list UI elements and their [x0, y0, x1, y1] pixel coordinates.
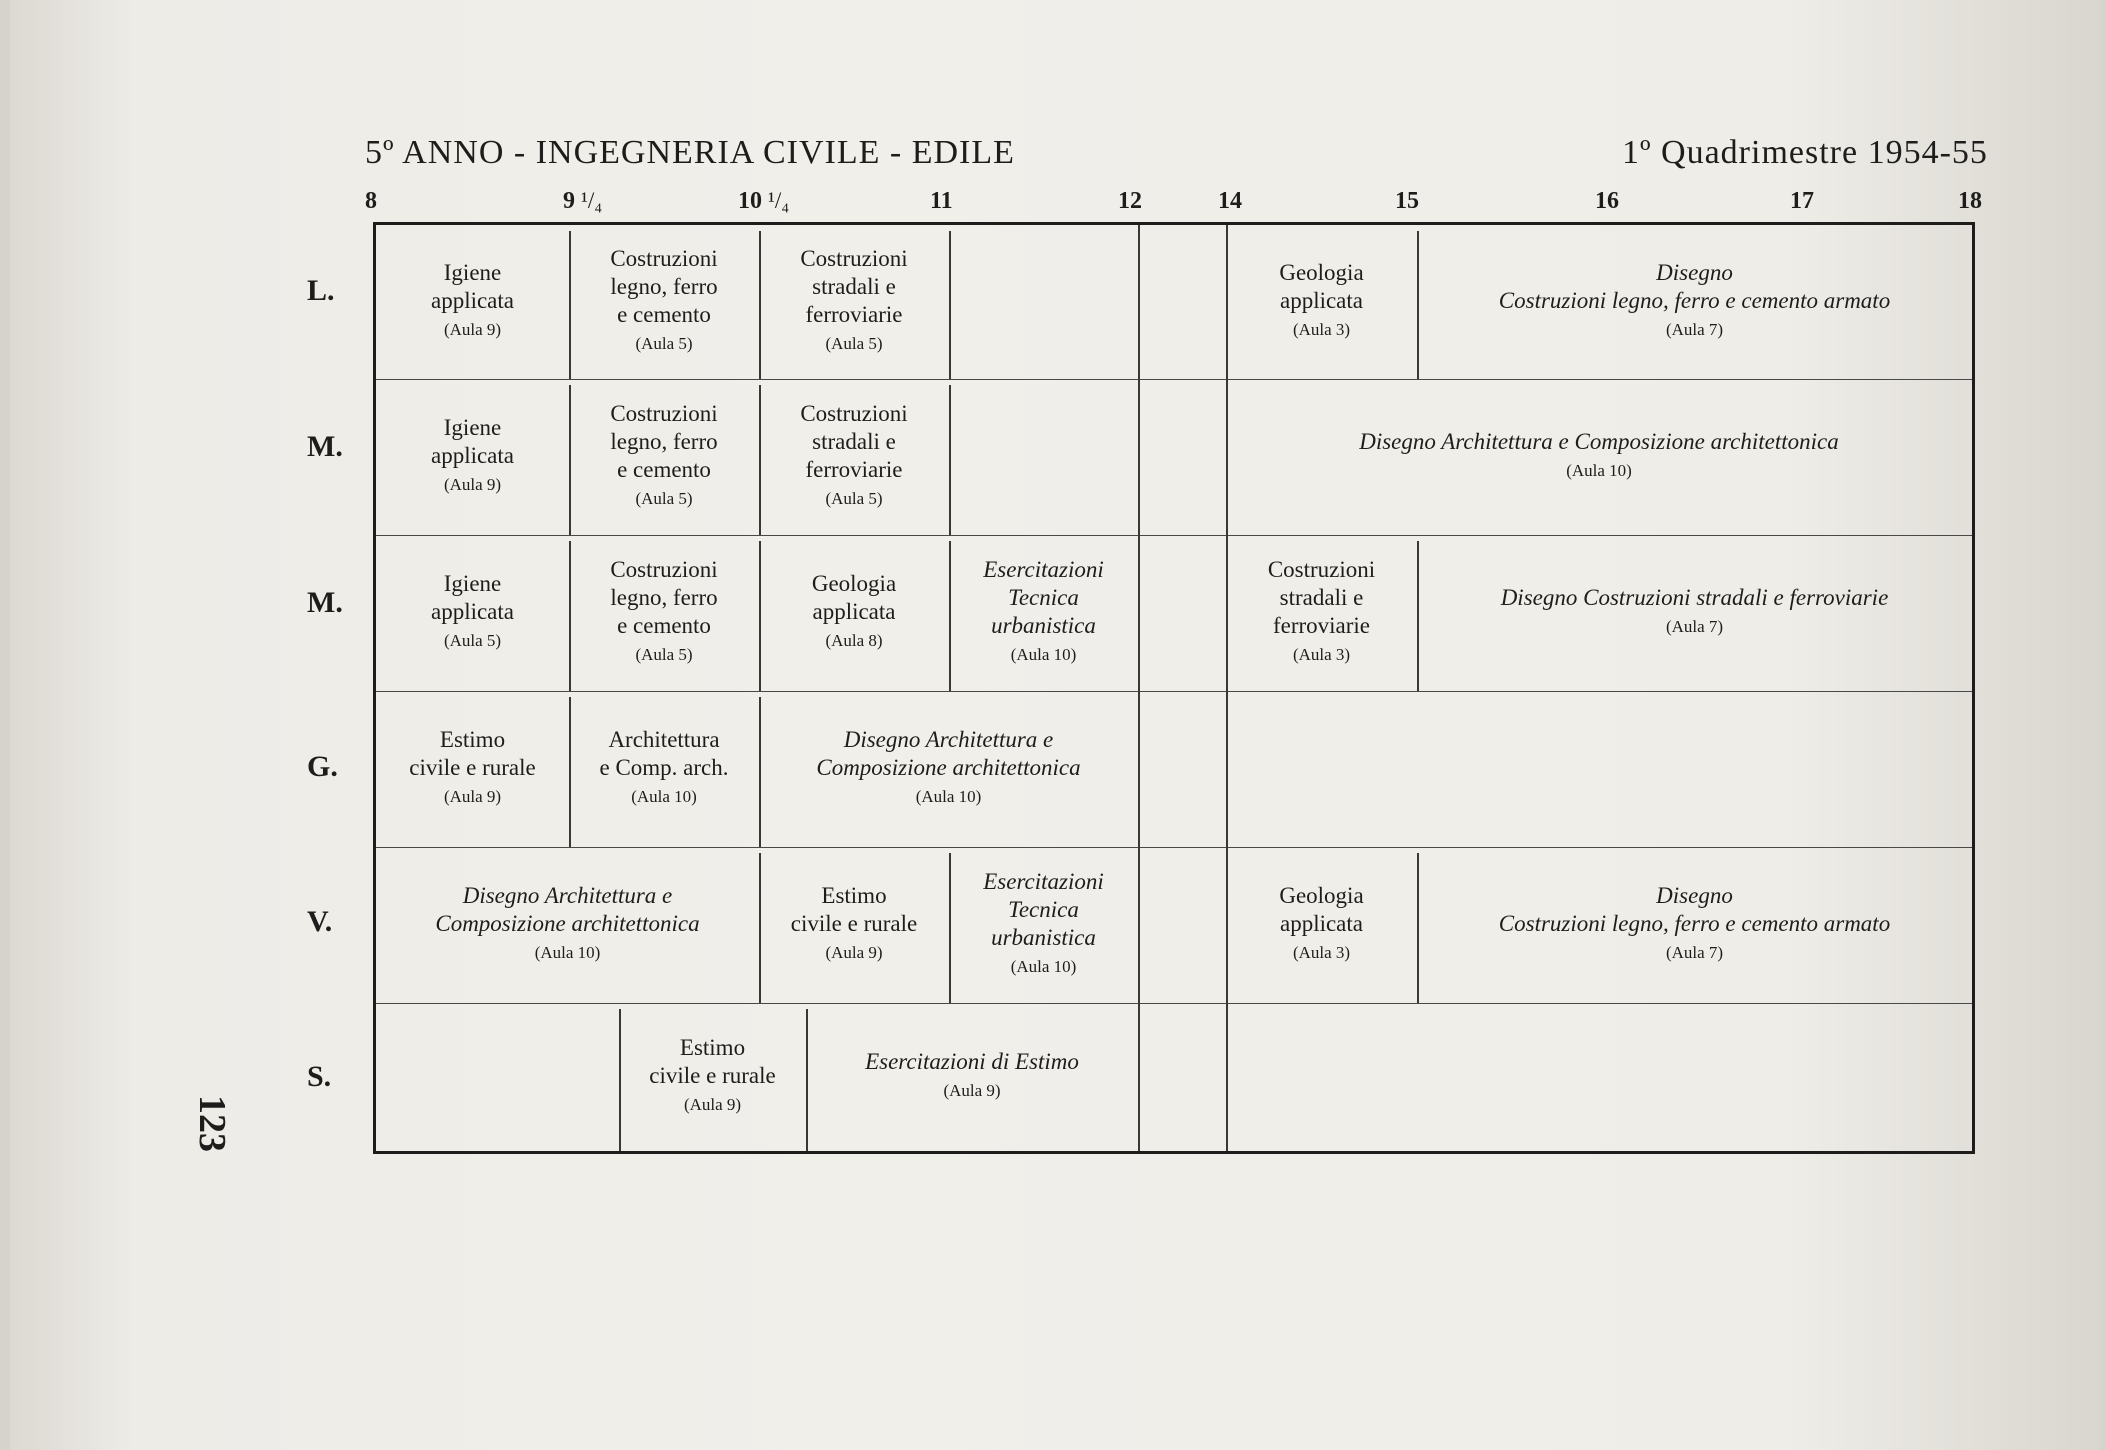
- cell-divider: [949, 385, 951, 535]
- lesson-cell: Costruzioni stradali e ferroviarie (Aula 5): [800, 246, 908, 353]
- time-tick: 17: [1790, 188, 1814, 214]
- lesson-cell: Igiene applicata (Aula 9): [430, 415, 514, 494]
- cell-divider: [949, 231, 951, 379]
- time-tick: 15: [1395, 188, 1419, 214]
- lesson-cell: Disegno Architettura e Composizione architettonica (Aula 10): [1359, 429, 1839, 480]
- day-label-sabato: S.: [307, 1060, 332, 1093]
- lesson-cell: Costruzioni stradali e ferroviarie (Aula 3): [1267, 557, 1376, 664]
- lesson-cell: Disegno Architettura e Composizione architettonica (Aula 10): [816, 727, 1081, 806]
- lesson-cell: Architettura e Comp. arch. (Aula 10): [599, 727, 729, 806]
- lesson-cell: Geologia applicata (Aula 8): [811, 571, 897, 650]
- time-tick: 10 ¹/₄: [738, 188, 790, 214]
- time-tick: 16: [1595, 188, 1619, 214]
- lesson-cell: Igiene applicata (Aula 9): [430, 260, 514, 339]
- time-tick: 8: [365, 188, 377, 214]
- time-tick: 12: [1118, 188, 1142, 214]
- lesson-cell: Disegno Architettura e Composizione architettonica (Aula 10): [435, 883, 700, 962]
- lesson-cell: Costruzioni legno, ferro e cemento (Aula 5): [610, 246, 718, 353]
- lesson-cell: Estimo civile e rurale (Aula 9): [790, 883, 918, 962]
- day-label-martedi: M.: [307, 430, 343, 463]
- timetable-title: 5º ANNO - INGEGNERIA CIVILE - EDILE: [365, 134, 1015, 171]
- lesson-cell: Costruzioni legno, ferro e cemento (Aula 5): [610, 401, 718, 508]
- lesson-cell: Costruzioni legno, ferro e cemento (Aula 5): [610, 557, 718, 664]
- day-label-venerdi: V.: [307, 905, 333, 938]
- lesson-cell: Geologia applicata (Aula 3): [1279, 883, 1364, 962]
- lesson-cell: Igiene applicata (Aula 5): [430, 571, 514, 650]
- term-label: 1º Quadrimestre 1954-55: [1622, 134, 1988, 171]
- lesson-cell: Costruzioni stradali e ferroviarie (Aula 5): [800, 401, 908, 508]
- lesson-cell: Geologia applicata (Aula 3): [1279, 260, 1364, 339]
- column-line: [1138, 225, 1140, 1151]
- lesson-cell: Disegno Costruzioni stradali e ferroviarie (Aula 7): [1500, 585, 1889, 636]
- day-label-mercoledi: M.: [307, 586, 343, 619]
- lesson-cell: Esercitazioni di Estimo (Aula 9): [865, 1049, 1079, 1100]
- time-tick: 11: [930, 188, 953, 214]
- page-number: 123: [191, 1095, 233, 1152]
- lesson-cell: Estimo civile e rurale (Aula 9): [409, 727, 536, 806]
- lesson-cell: Esercitazioni Tecnica urbanistica (Aula 10): [983, 869, 1104, 976]
- time-tick: 9 ¹/₄: [563, 188, 603, 214]
- time-tick: 18: [1958, 188, 1982, 214]
- lesson-cell: Esercitazioni Tecnica urbanistica (Aula 10): [983, 557, 1104, 664]
- day-label-giovedi: G.: [307, 750, 338, 783]
- row-separator: [376, 1003, 1972, 1004]
- time-tick: 14: [1218, 188, 1242, 214]
- day-label-lunedi: L.: [307, 274, 335, 307]
- lesson-cell: Disegno Costruzioni legno, ferro e cemento armato (Aula 7): [1498, 260, 1891, 339]
- lesson-cell: Disegno Costruzioni legno, ferro e cemento armato (Aula 7): [1498, 883, 1891, 962]
- timetable-grid: [373, 222, 1975, 1154]
- timetable-page: [10, 0, 2100, 1450]
- lesson-cell: Estimo civile e rurale (Aula 9): [649, 1035, 776, 1114]
